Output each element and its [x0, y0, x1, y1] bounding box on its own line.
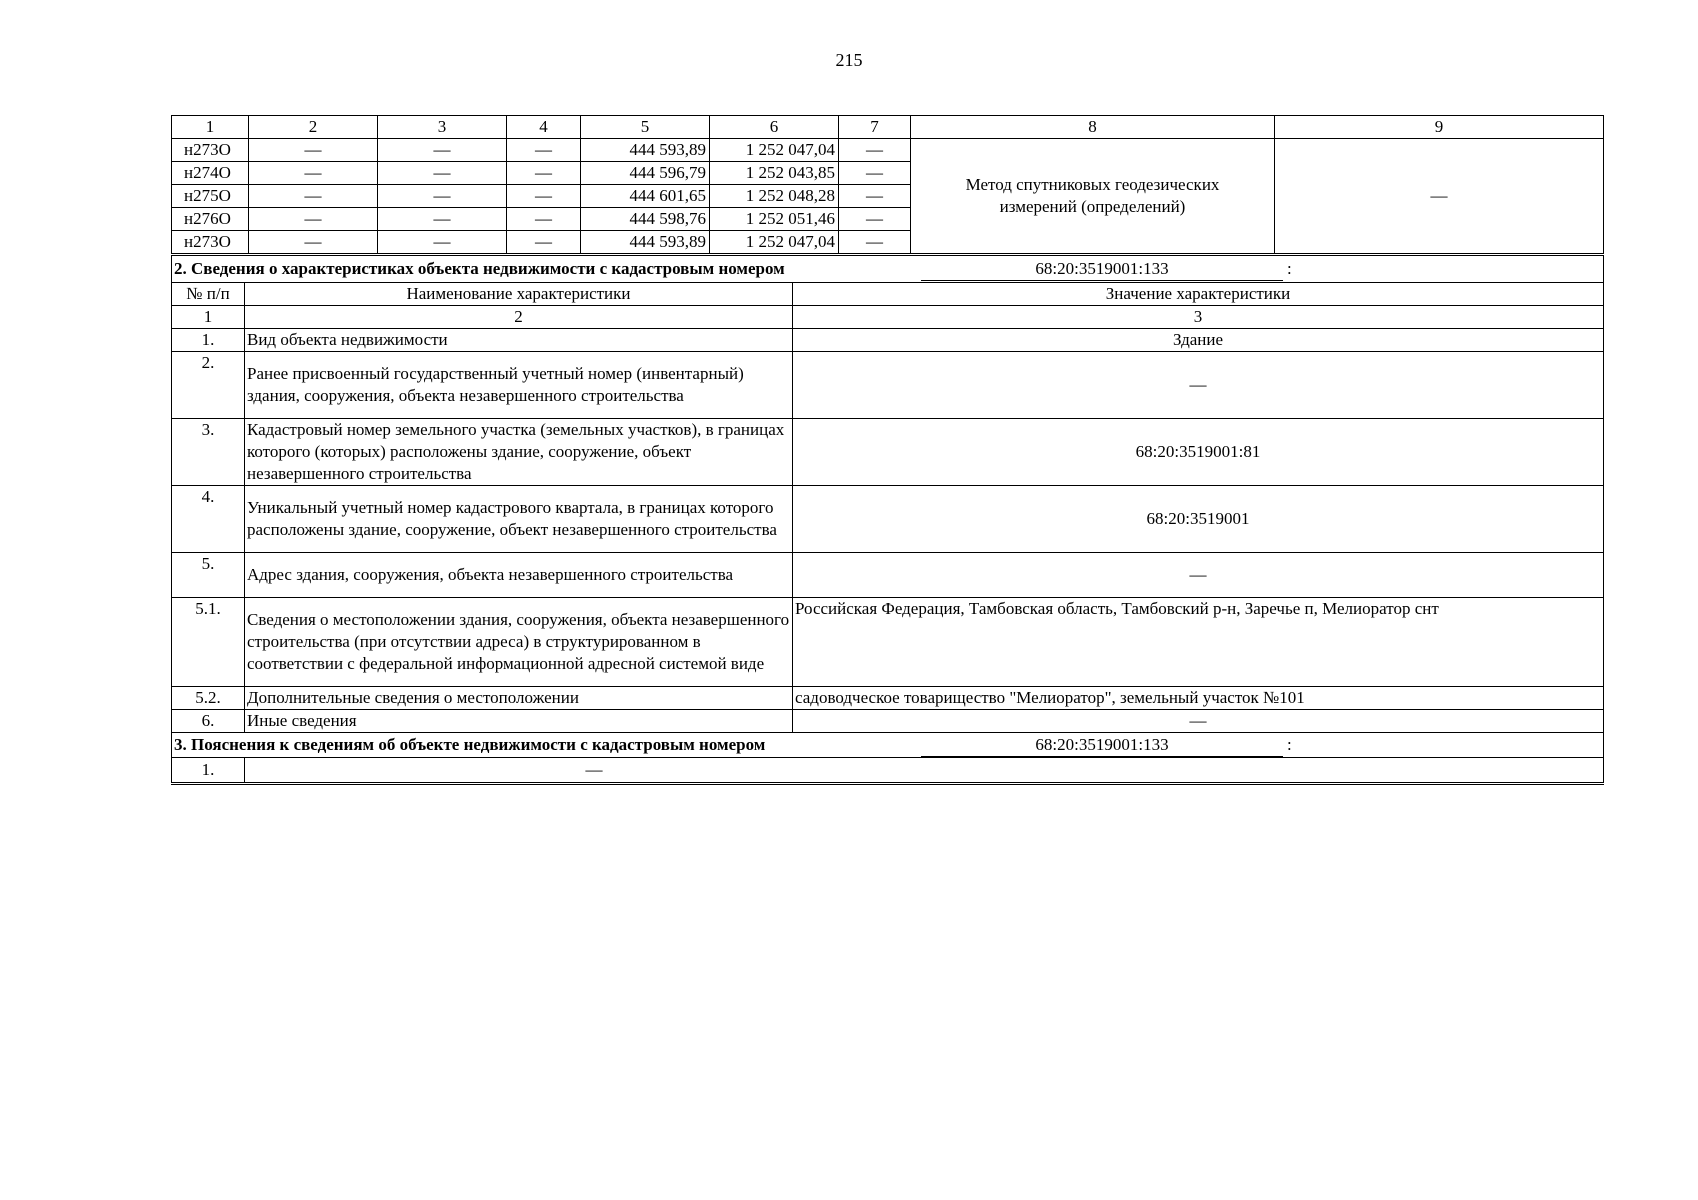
point-name: н274О	[172, 162, 249, 185]
row-value: —	[793, 710, 1604, 733]
coords-header-cell: 1	[172, 116, 249, 139]
table-cell: —	[378, 185, 507, 208]
coord-y: 1 252 047,04	[710, 139, 839, 162]
coords-header-cell: 5	[581, 116, 710, 139]
coord-x: 444 593,89	[581, 231, 710, 254]
point-name: н273О	[172, 139, 249, 162]
section3-title: 3. Пояснения к сведениям об объекте недвижимости с кадастровым номером	[174, 735, 766, 754]
table-cell: —	[507, 139, 581, 162]
coord-x: 444 598,76	[581, 208, 710, 231]
row-num: 1.	[172, 758, 245, 784]
row-num: 1.	[172, 329, 245, 352]
row-name: Дополнительные сведения о местоположении	[245, 687, 793, 710]
index-cell: 1	[172, 306, 245, 329]
table-cell: —	[378, 231, 507, 254]
coord-y: 1 252 047,04	[710, 231, 839, 254]
table-cell: —	[378, 208, 507, 231]
col9-cell: —	[1275, 139, 1604, 254]
row-name: Уникальный учетный номер кадастрового квартала, в границах которого расположены здание, сооружение, объект незавершенного строительства	[245, 486, 793, 553]
row-value: Российская Федерация, Тамбовская область, Тамбовский р-н, Заречье п, Мелиоратор снт	[793, 598, 1604, 687]
characteristics-table	[171, 255, 1604, 785]
table-cell: —	[839, 208, 911, 231]
coord-x: 444 593,89	[581, 139, 710, 162]
coordinates-table	[171, 115, 1604, 254]
index-row	[172, 306, 1604, 329]
row-name: Сведения о местоположении здания, сооружения, объекта незавершенного строительства (при отсутствии адреса) в структурированном в соответствии с федеральной информационной адресной системой виде	[245, 598, 793, 687]
point-name: н273О	[172, 231, 249, 254]
point-name: н276О	[172, 208, 249, 231]
index-cell: 3	[793, 306, 1604, 329]
table-cell: —	[839, 185, 911, 208]
row-name: Иные сведения	[245, 710, 793, 733]
row-value: —	[793, 352, 1604, 419]
row-value: 68:20:3519001	[793, 486, 1604, 553]
coords-header-cell: 2	[249, 116, 378, 139]
row-name: Ранее присвоенный государственный учетный номер (инвентарный) здания, сооружения, объекта незавершенного строительства	[245, 352, 793, 419]
header-name: Наименование характеристики	[245, 283, 793, 306]
table-cell: —	[249, 208, 378, 231]
row-value: садоводческое товарищество "Мелиоратор", земельный участок №101	[793, 687, 1604, 710]
header-num: № п/п	[172, 283, 245, 306]
section2-colon: :	[1287, 259, 1292, 278]
coords-header-cell: 4	[507, 116, 581, 139]
row-name: Адрес здания, сооружения, объекта незавершенного строительства	[245, 553, 793, 598]
table-cell: —	[249, 231, 378, 254]
row-value: —	[245, 758, 1604, 784]
row-value: —	[793, 553, 1604, 598]
table-cell: —	[839, 231, 911, 254]
table-cell: —	[507, 162, 581, 185]
method-cell: Метод спутниковых геодезических измерений (определений)	[911, 139, 1275, 254]
row-num: 5.	[172, 553, 245, 598]
table-cell: —	[249, 185, 378, 208]
table-cell: —	[507, 185, 581, 208]
row-value: Здание	[793, 329, 1604, 352]
coord-y: 1 252 048,28	[710, 185, 839, 208]
section2-title: 2. Сведения о характеристиках объекта недвижимости с кадастровым номером	[174, 259, 785, 278]
section2-cadastral-number: 68:20:3519001:133	[921, 258, 1283, 281]
row-name: Кадастровый номер земельного участка (земельных участков), в границах которого (которых) расположены здание, сооружение, объект незавершенного строительства	[245, 419, 793, 486]
row-value: 68:20:3519001:81	[793, 419, 1604, 486]
table-row	[172, 687, 1604, 710]
row-num: 4.	[172, 486, 245, 553]
table-row	[172, 139, 1604, 162]
coords-header-cell: 6	[710, 116, 839, 139]
table-row	[172, 419, 1604, 486]
coords-header-cell: 7	[839, 116, 911, 139]
table-cell: —	[249, 139, 378, 162]
coord-y: 1 252 051,46	[710, 208, 839, 231]
section3-heading-row	[172, 733, 1604, 758]
table-cell: —	[839, 139, 911, 162]
table-row	[172, 598, 1604, 687]
table-row	[172, 352, 1604, 419]
row-name: Вид объекта недвижимости	[245, 329, 793, 352]
index-cell: 2	[245, 306, 793, 329]
table-row	[172, 486, 1604, 553]
coord-x: 444 601,65	[581, 185, 710, 208]
row-num: 5.2.	[172, 687, 245, 710]
table-cell: —	[378, 162, 507, 185]
table-cell: —	[249, 162, 378, 185]
row-num: 2.	[172, 352, 245, 419]
coords-header-cell: 3	[378, 116, 507, 139]
row-num: 6.	[172, 710, 245, 733]
row-num: 5.1.	[172, 598, 245, 687]
coords-header-cell: 9	[1275, 116, 1604, 139]
table-cell: —	[507, 231, 581, 254]
table-row	[172, 553, 1604, 598]
section3-colon: :	[1287, 735, 1292, 754]
page-number: 215	[835, 50, 863, 70]
table-row	[172, 710, 1604, 733]
coord-y: 1 252 043,85	[710, 162, 839, 185]
coords-header-cell: 8	[911, 116, 1275, 139]
chars-header-row	[172, 283, 1604, 306]
table-cell: —	[378, 139, 507, 162]
table-row	[172, 758, 1604, 784]
coord-x: 444 596,79	[581, 162, 710, 185]
row-num: 3.	[172, 419, 245, 486]
section2-heading-row	[172, 256, 1604, 283]
table-cell: —	[839, 162, 911, 185]
section3-cadastral-number: 68:20:3519001:133	[921, 734, 1283, 757]
table-row	[172, 329, 1604, 352]
header-value: Значение характеристики	[793, 283, 1604, 306]
point-name: н275О	[172, 185, 249, 208]
coords-header-row	[172, 116, 1604, 139]
table-cell: —	[507, 208, 581, 231]
